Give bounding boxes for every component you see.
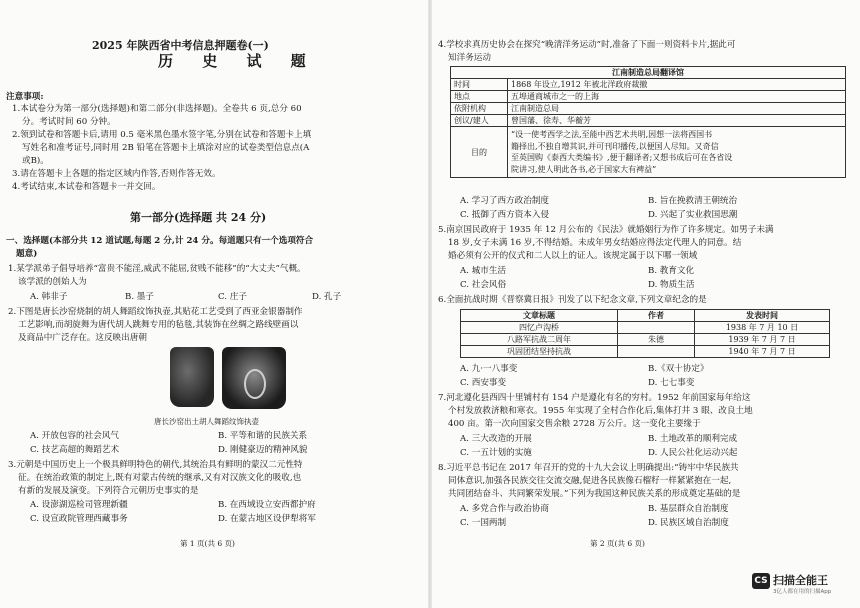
part-one-heading: 第一部分(选择题 共 24 分) xyxy=(130,211,267,224)
question-7: 400 亩。第一次向国家交售余粮 2728 万公斤。这一变化主要缘于 xyxy=(448,419,701,429)
question-2: 2.下图是唐长沙窑烧制的胡人舞蹈纹饰执壶,其贴花工艺受到了西亚金银器制作 xyxy=(8,307,303,317)
column-header: 文章标题 xyxy=(461,310,618,322)
option: C. 抵御了西方资本入侵 xyxy=(460,210,550,220)
option: C. 一国两制 xyxy=(460,518,507,528)
card-row xyxy=(451,115,846,127)
question-7: 7.河北遵化县西四十里铺村有 154 户是遵化有名的穷村。1952 年前国家每年给这 xyxy=(438,393,751,403)
article-title: 四忆卢沟桥 xyxy=(461,322,618,334)
option: C. 社会风俗 xyxy=(460,280,507,290)
question-4: 4.学校求真历史协会在探究“晚清洋务运动”时,准备了下面一则资料卡片,据此可 xyxy=(438,40,736,50)
question-1: 1.某学派弟子倡导培养“富贵不能淫,威武不能屈,贫贱不能移”的“大丈夫”气概。 xyxy=(8,264,306,274)
camscanner-logo-icon: CS xyxy=(752,573,770,589)
goal-line: 籍择出,不独自增其识,并可刊印播传,以便国人尽知。又奇信 xyxy=(511,141,719,151)
option: B. 旨在挽救清王朝统治 xyxy=(648,196,738,206)
goal-line: 至英国购《泰西大类编书》,便于翻译者;又想书成后可在各省设 xyxy=(511,153,733,162)
table-header-row xyxy=(461,310,830,322)
option: C. 技艺高超的舞蹈艺术 xyxy=(30,445,120,455)
article-title: 八路军抗战二周年 xyxy=(461,334,618,346)
option: A. 开放包容的社会风气 xyxy=(30,431,120,441)
card-key: 时间 xyxy=(451,79,508,91)
option: C. 一五计划的实施 xyxy=(460,448,532,458)
goal-line: 院讲习,使人明此各书,必于国家大有裨益” xyxy=(511,164,657,174)
option: D. 刚健豪迈的精神风貌 xyxy=(218,445,308,455)
card-value: 曾国藩、徐寿、华蘅芳 xyxy=(508,115,846,127)
option: D. 兴起了实业救国思潮 xyxy=(648,210,738,220)
table-row xyxy=(461,346,830,358)
table-row xyxy=(461,322,830,334)
camscanner-name: 扫描全能王 xyxy=(773,574,828,587)
card-row xyxy=(451,103,846,115)
question-7: 个村发放救济粮和寒衣。1955 年实现了全村合作化后,集体打井 3 眼、改良土地 xyxy=(448,406,753,416)
option: A. 三大改造的开展 xyxy=(460,434,532,444)
option: A. 多党合作与政治协商 xyxy=(460,504,550,514)
option: B. 在西域设立安西都护府 xyxy=(218,500,316,510)
notice-line: 或B)。 xyxy=(22,156,49,166)
question-8: 8.习近平总书记在 2017 年召开的党的十九大会议上明确提出:“铸牢中华民族共 xyxy=(438,463,739,473)
question-5: 18 岁,女子未满 16 岁,不得结婚。未成年男女结婚应得法定代理人的同意。结 xyxy=(448,238,742,248)
article-date: 1939 年 7 月 7 日 xyxy=(695,334,830,346)
option: C. 庄子 xyxy=(218,292,247,302)
question-3: 有新的发展及演变。下列符合元朝历史事实的是 xyxy=(18,486,199,496)
page-footer: 第 1 页(共 6 页) xyxy=(180,539,235,548)
article-date: 1940 年 7 月 7 日 xyxy=(695,346,830,358)
option: D. 人民公社化运动兴起 xyxy=(648,448,738,458)
question-5: 5.南京国民政府于 1935 年 12 月公布的《民法》就婚姻行为作了许多规定。如男子未满 xyxy=(438,225,774,235)
option: D. 物质生活 xyxy=(648,280,695,290)
option: D. 民族区域自治制度 xyxy=(648,518,729,528)
option: C. 西安事变 xyxy=(460,378,507,388)
option: D. 七七事变 xyxy=(648,378,695,388)
camscanner-tagline: 3亿人都在用的扫描App xyxy=(773,589,832,595)
exam-title: 历 史 试 题 xyxy=(158,52,318,70)
articles-table xyxy=(460,309,830,358)
article-author: 朱德 xyxy=(618,334,695,346)
info-card-table xyxy=(450,66,846,178)
card-value: 1868 年设立,1912 年被北洋政府裁撤 xyxy=(508,79,846,91)
column-header: 发表时间 xyxy=(695,310,830,322)
article-title: 巩固团结坚持抗战 xyxy=(461,346,618,358)
section-instruction: 题意) xyxy=(16,249,38,259)
option: B. 墨子 xyxy=(125,292,154,302)
article-author xyxy=(618,322,695,334)
question-3: 3.元朝是中国历史上一个极具鲜明特色的朝代,其统治具有鲜明的蒙汉二元性特 xyxy=(8,460,303,470)
question-1: 该学派的创始人为 xyxy=(18,277,87,287)
goal-line: “设一使考西学之法,至能中西艺术共明,因想一法将西国书 xyxy=(511,130,713,139)
card-key: 目的 xyxy=(451,127,508,178)
figure-caption: 唐长沙窑出土胡人舞蹈纹饰执壶 xyxy=(154,417,259,426)
notice-line: 1.本试卷分为第一部分(选择题)和第二部分(非选择题)。全卷共 6 页,总分 60 xyxy=(12,104,302,114)
article-date: 1938 年 7 月 10 日 xyxy=(695,322,830,334)
question-2: 工艺影响,而胡旋舞为唐代胡人跳舞专用的毡毯,其装饰在丝绸之路线壁画以 xyxy=(18,320,299,330)
table-row xyxy=(461,334,830,346)
option: A. 设澎湖巡检司管理新疆 xyxy=(30,500,128,510)
notice-line: 写姓名和准考证号,同时用 2B 铅笔在答题卡上填涂对应的试卷类型信息点(A xyxy=(22,143,310,153)
option: A. 学习了西方政治制度 xyxy=(460,196,550,206)
option: B. 土地改革的顺利完成 xyxy=(648,434,738,444)
card-row xyxy=(451,91,846,103)
card-key: 依附机构 xyxy=(451,103,508,115)
option: D. 在蒙古地区设伊犁将军 xyxy=(218,514,316,524)
card-value: 江南制造总局 xyxy=(508,103,846,115)
card-title: 江南制造总局翻译馆 xyxy=(451,67,846,79)
question-8: 同体意识,加强各民族交往交流交融,促进各民族像石榴籽一样紧紧抱在一起, xyxy=(448,476,732,486)
card-key: 创议/建人 xyxy=(451,115,508,127)
notice-line: 4.考试结束,本试卷和答题卡一并交回。 xyxy=(12,182,161,192)
notice-line: 分。考试时间 60 分钟。 xyxy=(22,117,116,127)
card-key: 地点 xyxy=(451,91,508,103)
ewer-photo-pattern xyxy=(222,347,286,409)
option: A. 九·一八事变 xyxy=(460,364,518,374)
card-goal-text xyxy=(508,127,846,178)
page-footer: 第 2 页(共 6 页) xyxy=(590,539,645,548)
card-value: 五埠通商城市之一的上海 xyxy=(508,91,846,103)
question-2: 及商品中广泛存在。这反映出唐朝 xyxy=(18,333,147,343)
option: B. 基层群众自治制度 xyxy=(648,504,729,514)
option: A. 城市生活 xyxy=(460,266,507,276)
notice-line: 2.领到试卷和答题卡后,请用 0.5 毫米黑色墨水签字笔,分别在试卷和答题卡上填 xyxy=(12,130,312,140)
question-5: 婚必须有公开的仪式和二人以上的证人。该规定属于以下哪一领域 xyxy=(448,251,698,261)
ewer-photo-front xyxy=(170,347,214,407)
section-instruction: 一、选择题(本部分共 12 道试题,每题 2 分,计 24 分。每道题只有一个选项符合 xyxy=(6,236,314,246)
option: B.《双十协定》 xyxy=(648,364,709,374)
card-row xyxy=(451,127,846,178)
option: A. 韩非子 xyxy=(30,292,68,302)
option: C. 设宣政院管理西藏事务 xyxy=(30,514,128,524)
article-author xyxy=(618,346,695,358)
option: B. 教育文化 xyxy=(648,266,695,276)
option: B. 平等和谐的民族关系 xyxy=(218,431,308,441)
card-row xyxy=(451,79,846,91)
question-8: 共同团结奋斗、共同繁荣发展。”下列为我国这种民族关系的形成奠定基础的是 xyxy=(448,489,741,499)
column-header: 作者 xyxy=(618,310,695,322)
notice-heading: 注意事项: xyxy=(6,92,44,102)
exam-header: 2025 年陕西省中考信息押题卷(一) xyxy=(92,39,269,52)
question-4: 知洋务运动 xyxy=(448,53,491,63)
question-3: 征。在统治政策的制定上,既有对蒙古传统的继承,又有对汉族文化的吸收,也 xyxy=(18,473,302,483)
notice-line: 3.请在答题卡上各题的指定区域内作答,否则作答无效。 xyxy=(12,169,221,179)
page-2 xyxy=(430,0,860,608)
question-6: 6.全面抗战时期《晋察冀日报》刊发了以下纪念文章,下列文章纪念的是 xyxy=(438,295,707,305)
option: D. 孔子 xyxy=(312,292,342,302)
